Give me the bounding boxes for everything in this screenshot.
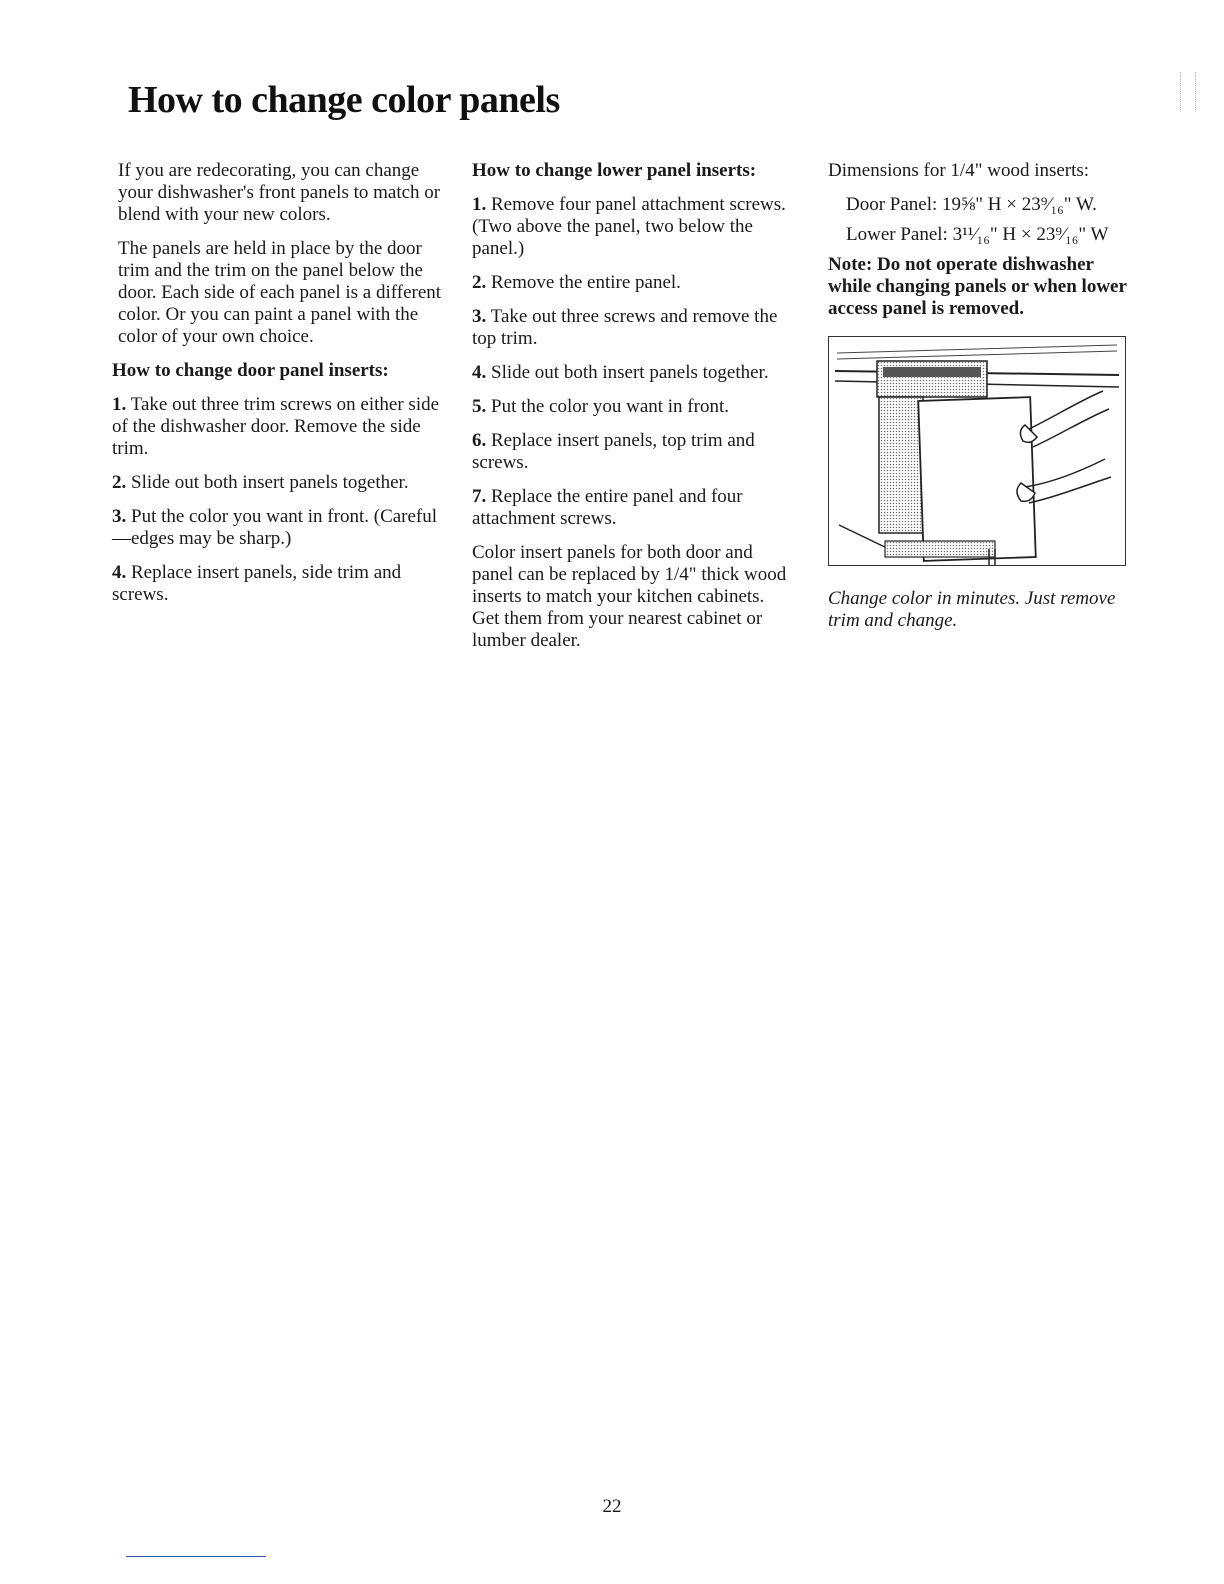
illustration-svg [829,337,1125,565]
insert-panel [918,397,1036,561]
step-text: Replace the entire panel and four attachment screws. [472,486,743,529]
dimensions-heading: Dimensions for 1/4" wood inserts: [828,160,1090,181]
step-text: Put the color you want in front. [491,396,729,417]
column-lower-panels [472,160,792,664]
step-number: 1. [112,394,127,415]
door-step [112,472,442,494]
column-door-panels [112,160,442,618]
page-number: 22 [602,1496,622,1517]
wood-inserts-note: Color insert panels for both door and panel can be replaced by 1/4" thick wood inserts to match your kitchen cabinets. Get them from your nearest cabinet or lumber dealer. [472,542,787,651]
door-step [112,394,442,460]
door-panel-dimensions: Door Panel: 19⅝" H × 23⁹⁄₁₆" W. [846,194,1097,215]
illustration-caption: Change color in minutes. Just remove trim and change. [828,588,1116,631]
lower-access-panel [885,541,995,557]
step-number: 4. [472,362,487,383]
step-number: 2. [472,272,487,293]
page-title: How to change color panels [128,79,560,121]
step-number: 5. [472,396,487,417]
lower-step [472,272,792,294]
step-text: Remove four panel attachment screws. (Two above the panel, two below the panel.) [472,194,786,259]
intro-paragraph-1: If you are redecorating, you can change your dishwasher's front panels to match or blend with your new colors. [118,160,441,225]
step-text: Take out three screws and remove the top trim. [472,306,778,349]
lower-step [472,306,792,350]
step-text: Replace insert panels, top trim and screws. [472,430,755,473]
door-step [112,506,442,550]
step-number: 1. [472,194,487,215]
door-inserts-heading: How to change door panel inserts: [112,360,389,381]
panel-change-illustration [828,336,1126,566]
step-text: Replace insert panels, side trim and screws. [112,562,402,605]
step-number: 3. [472,306,487,327]
step-number: 6. [472,430,487,451]
step-number: 7. [472,486,487,507]
lower-step [472,486,792,530]
lower-step [472,194,792,260]
step-text: Put the color you want in front. (Careful—edges may be sharp.) [112,506,438,549]
margin-marks [1180,72,1196,112]
lower-step [472,430,792,474]
intro-paragraph-2: The panels are held in place by the door trim and the trim on the panel below the door. Each side of each panel is a different color. Or you can paint a panel with the color of your own choice. [118,238,442,347]
door-step [112,562,442,606]
step-text: Take out three trim screws on either side of the dishwasher door. Remove the side trim. [112,394,440,459]
column-dimensions [828,160,1128,644]
step-number: 4. [112,562,127,583]
lower-step [472,396,792,418]
step-number: 2. [112,472,127,493]
step-text: Remove the entire panel. [491,272,681,293]
step-text: Slide out both insert panels together. [131,472,409,493]
lower-inserts-heading: How to change lower panel inserts: [472,160,757,181]
door-side-trim [879,397,923,533]
safety-note: Note: Do not operate dishwasher while changing panels or when lower access panel is removed. [828,254,1127,319]
control-panel [877,361,987,397]
upper-arm [1029,391,1103,429]
footer-rule [126,1556,266,1557]
lower-panel-dimensions: Lower Panel: 3¹¹⁄₁₆" H × 23⁹⁄₁₆" W [846,224,1109,245]
lower-step [472,362,792,384]
step-number: 3. [112,506,127,527]
step-text: Slide out both insert panels together. [491,362,769,383]
